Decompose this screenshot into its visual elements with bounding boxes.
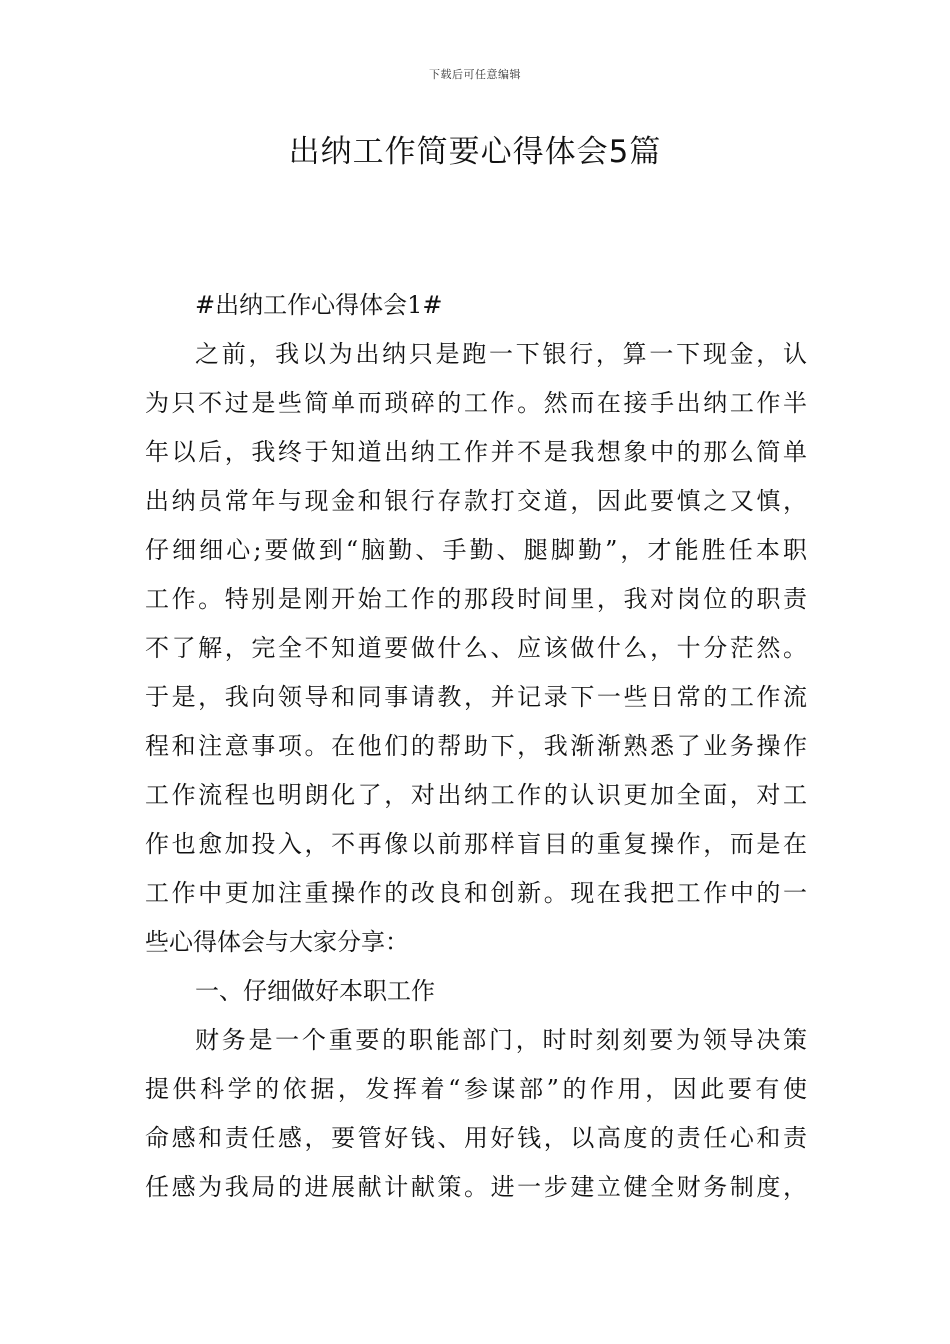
document-title: 出纳工作简要心得体会5篇 bbox=[288, 134, 662, 170]
paragraph-line: 为只不过是些简单而琐碎的工作。然而在接手出纳工作半 bbox=[145, 389, 807, 417]
paragraph-line: 提供科学的依据，发挥着“参谋部”的作用，因此要有使 bbox=[145, 1075, 807, 1103]
paragraph-line: 工作。特别是刚开始工作的那段时间里，我对岗位的职责 bbox=[145, 585, 807, 613]
paragraph-line: 之前，我以为出纳只是跑一下银行，算一下现金，认 bbox=[195, 340, 807, 368]
document-body bbox=[145, 281, 807, 1212]
paragraph-line: 一、仔细做好本职工作 bbox=[195, 977, 435, 1005]
paragraph-line: 出纳员常年与现金和银行存款打交道，因此要慎之又慎， bbox=[145, 487, 807, 515]
paragraph-line: 仔细细心;要做到“脑勤、手勤、腿脚勤”，才能胜任本职 bbox=[145, 536, 807, 564]
paragraph-line: 些心得体会与大家分享： bbox=[145, 928, 409, 956]
paragraph-line: #出纳工作心得体会1# bbox=[195, 291, 443, 319]
paragraph-line: 年以后，我终于知道出纳工作并不是我想象中的那么简单 bbox=[145, 438, 807, 466]
paragraph-line: 工作流程也明朗化了，对出纳工作的认识更加全面，对工 bbox=[145, 781, 807, 809]
paragraph-line: 命感和责任感，要管好钱、用好钱，以高度的责任心和责 bbox=[145, 1124, 807, 1152]
paragraph-line: 作也愈加投入，不再像以前那样盲目的重复操作，而是在 bbox=[145, 830, 807, 858]
paragraph-line: 不了解，完全不知道要做什么、应该做什么，十分茫然。 bbox=[145, 634, 807, 662]
page-header-note: 下载后可任意编辑 bbox=[429, 68, 521, 81]
paragraph-line: 财务是一个重要的职能部门，时时刻刻要为领导决策 bbox=[195, 1026, 807, 1054]
paragraph-line: 程和注意事项。在他们的帮助下，我渐渐熟悉了业务操作 bbox=[145, 732, 807, 760]
paragraph-line: 于是，我向领导和同事请教，并记录下一些日常的工作流 bbox=[145, 683, 807, 711]
paragraph-line: 任感为我局的进展献计献策。进一步建立健全财务制度， bbox=[145, 1173, 807, 1201]
paragraph-line: 工作中更加注重操作的改良和创新。现在我把工作中的一 bbox=[145, 879, 807, 907]
